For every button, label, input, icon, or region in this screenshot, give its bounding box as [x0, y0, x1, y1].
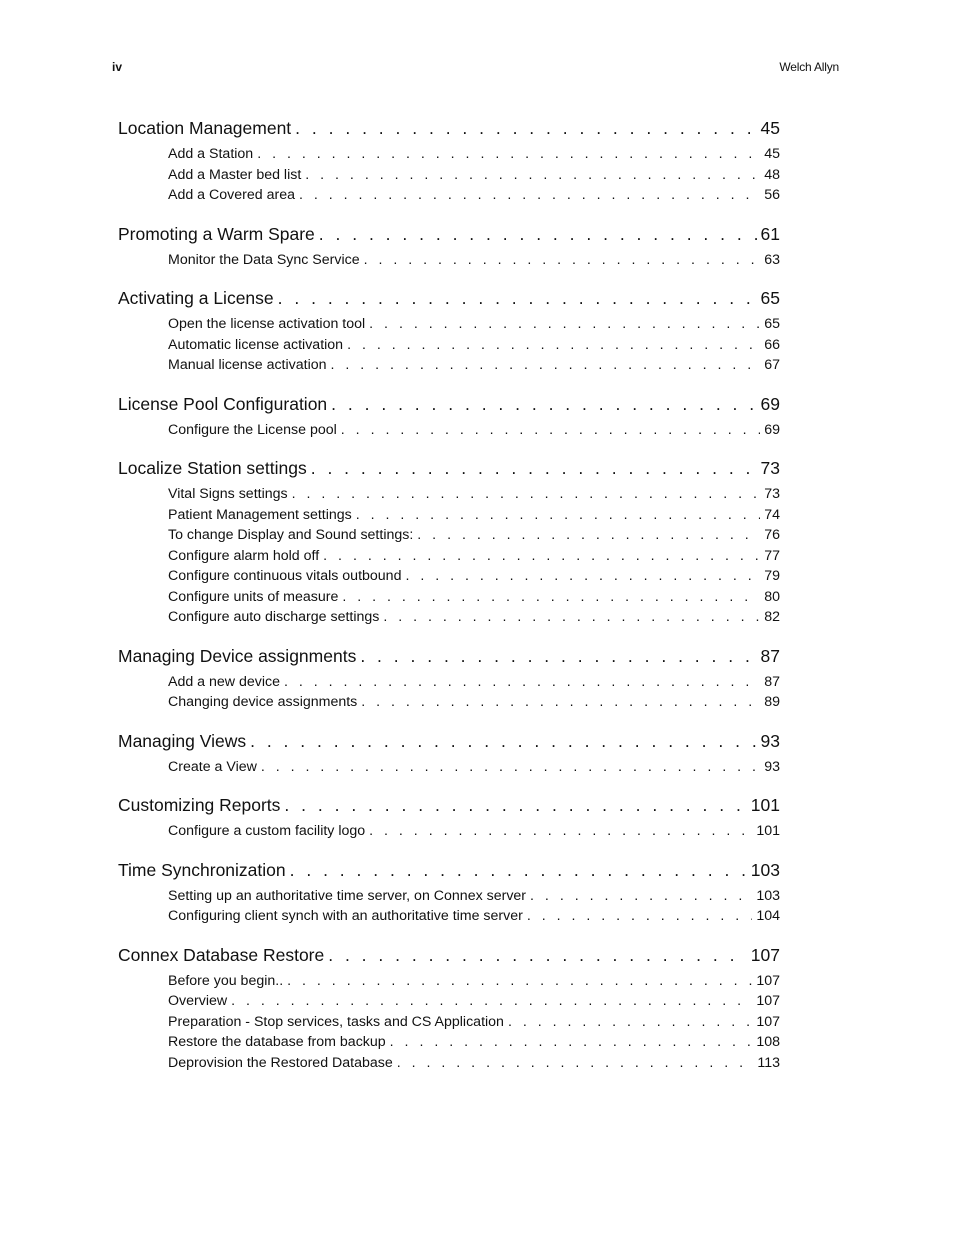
toc-subsection-entry[interactable] [118, 993, 780, 1014]
dot-leader [405, 568, 760, 584]
subsection-page-number: 93 [764, 758, 780, 775]
dot-leader [397, 1055, 754, 1071]
section-page-number: 61 [760, 223, 780, 244]
subsection-title: Add a Master bed list [168, 166, 302, 183]
toc-subsection-entry[interactable] [118, 146, 780, 167]
subsection-page-number: 82 [764, 609, 780, 625]
dot-leader [295, 118, 756, 139]
subsection-title: To change Display and Sound settings: [168, 527, 414, 543]
subsection-title: Configure the License pool [168, 421, 337, 438]
toc-subsection-entry[interactable] [118, 1014, 780, 1035]
subsection-page-number: 89 [764, 694, 780, 710]
toc-section-entry[interactable] [118, 288, 780, 316]
toc-section-entry[interactable] [118, 795, 780, 823]
toc-section-entry[interactable] [118, 860, 780, 888]
section-page-number: 73 [760, 458, 780, 478]
subsection-title: Changing device assignments [168, 694, 358, 710]
toc-subsection-entry[interactable] [118, 694, 780, 715]
toc-section-entry[interactable] [118, 945, 780, 973]
subsection-title: Patient Management settings [168, 506, 352, 523]
subsection-page-number: 56 [764, 187, 780, 203]
toc-subsection-entry[interactable] [118, 337, 780, 358]
toc-subsection-entry[interactable] [118, 548, 780, 569]
dot-leader [287, 973, 752, 989]
toc-section [118, 646, 780, 715]
subsection-page-number: 63 [764, 251, 780, 268]
dot-leader [290, 860, 747, 881]
subsection-page-number: 48 [764, 166, 780, 183]
dot-leader [284, 674, 760, 690]
toc-section-entry[interactable] [118, 118, 780, 146]
toc-section [118, 224, 780, 273]
dot-leader [360, 646, 756, 667]
dot-leader [328, 945, 747, 966]
page-header [112, 60, 839, 76]
subsection-title: Configuring client synch with an authoritative time server [168, 908, 523, 924]
toc-subsection-entry[interactable] [118, 589, 780, 610]
subsection-page-number: 77 [764, 547, 780, 564]
toc-subsection-entry[interactable] [118, 1055, 780, 1076]
subsection-title: Configure a custom facility logo [168, 823, 366, 839]
dot-leader [341, 422, 760, 438]
toc-section [118, 731, 780, 780]
dot-leader [390, 1034, 753, 1050]
dot-leader [278, 288, 757, 309]
section-page-number: 45 [760, 118, 780, 138]
subsection-title: Add a Station [168, 146, 254, 162]
section-page-number: 93 [760, 730, 780, 751]
subsection-page-number: 45 [764, 146, 780, 162]
toc-subsection-entry[interactable] [118, 568, 780, 589]
toc-section-entry[interactable] [118, 224, 780, 252]
subsection-title: Manual license activation [168, 357, 327, 373]
dot-leader [319, 224, 757, 245]
subsection-title: Vital Signs settings [168, 486, 288, 502]
toc-subsection-entry[interactable] [118, 908, 780, 929]
subsection-title: Configure continuous vitals outbound [168, 568, 402, 584]
subsection-title: Open the license activation tool [168, 316, 366, 332]
toc-subsection-entry[interactable] [118, 486, 780, 507]
subsection-page-number: 113 [757, 1054, 780, 1071]
page-number: iv [112, 60, 123, 74]
subsection-title: Overview [168, 993, 228, 1009]
subsection-page-number: 66 [764, 336, 780, 353]
toc-subsection-entry[interactable] [118, 823, 780, 844]
subsection-page-number: 108 [756, 1034, 780, 1050]
subsection-title: Add a Covered area [168, 187, 295, 203]
section-page-number: 69 [760, 393, 780, 414]
dot-leader [284, 795, 746, 816]
subsection-title: Preparation - Stop services, tasks and CS Application [168, 1013, 504, 1030]
toc-subsection-entry[interactable] [118, 674, 780, 695]
subsection-page-number: 101 [756, 823, 780, 839]
subsection-title: Create a View [168, 758, 257, 775]
dot-leader [356, 507, 760, 523]
subsection-title: Restore the database from backup [168, 1034, 386, 1050]
toc-section [118, 458, 780, 630]
section-title: License Pool Configuration [118, 393, 328, 414]
subsection-page-number: 107 [756, 993, 780, 1009]
toc-subsection-entry[interactable] [118, 527, 780, 548]
dot-leader [364, 252, 761, 268]
toc-subsection-entry[interactable] [118, 422, 780, 443]
subsection-page-number: 103 [756, 887, 780, 904]
toc-section [118, 795, 780, 844]
subsection-title: Add a new device [168, 673, 280, 690]
section-page-number: 101 [750, 795, 780, 815]
subsection-title: Monitor the Data Sync Service [168, 251, 360, 268]
dot-leader [417, 527, 760, 543]
subsection-title: Deprovision the Restored Database [168, 1054, 393, 1071]
dot-leader [305, 167, 760, 183]
dot-leader [261, 759, 760, 775]
toc-section [118, 118, 780, 208]
brand-name: Welch Allyn [779, 60, 839, 74]
subsection-title: Setting up an authoritative time server, on Connex server [168, 887, 527, 904]
subsection-page-number: 80 [764, 588, 780, 605]
dot-leader [527, 908, 752, 924]
toc-section [118, 394, 780, 443]
toc-section-entry[interactable] [118, 394, 780, 422]
dot-leader [369, 316, 760, 332]
dot-leader [311, 458, 757, 479]
subsection-page-number: 87 [764, 673, 780, 690]
toc-subsection-entry[interactable] [118, 759, 780, 780]
section-page-number: 103 [750, 859, 780, 880]
section-page-number: 107 [750, 944, 780, 965]
dot-leader [257, 146, 760, 162]
toc-section [118, 288, 780, 378]
dot-leader [323, 548, 760, 564]
toc-subsection-entry[interactable] [118, 252, 780, 273]
section-page-number: 65 [760, 288, 780, 308]
dot-leader [342, 589, 760, 605]
toc-subsection-entry[interactable] [118, 973, 780, 994]
dot-leader [292, 486, 761, 502]
dot-leader [250, 731, 756, 752]
toc-section-entry[interactable] [118, 646, 780, 674]
subsection-title: Configure units of measure [168, 588, 339, 605]
toc-section [118, 860, 780, 929]
dot-leader [369, 823, 752, 839]
subsection-page-number: 69 [764, 421, 780, 438]
subsection-page-number: 74 [764, 506, 780, 523]
toc-subsection-entry[interactable] [118, 609, 780, 630]
toc-section-entry[interactable] [118, 731, 780, 759]
dot-leader [508, 1014, 752, 1030]
dot-leader [347, 337, 760, 353]
toc-subsection-entry[interactable] [118, 1034, 780, 1055]
dot-leader [299, 187, 760, 203]
section-title: Promoting a Warm Spare [118, 223, 315, 244]
dot-leader [530, 888, 752, 904]
subsection-title: Before you begin.. [168, 972, 284, 989]
subsection-page-number: 107 [756, 972, 780, 989]
subsection-title: Configure alarm hold off [168, 547, 320, 564]
subsection-title: Automatic license activation [168, 336, 344, 353]
subsection-page-number: 104 [756, 908, 780, 924]
subsection-title: Configure auto discharge settings [168, 609, 380, 625]
subsection-page-number: 73 [764, 486, 780, 502]
toc-section [118, 945, 780, 1076]
subsection-page-number: 79 [764, 568, 780, 584]
toc-subsection-entry[interactable] [118, 357, 780, 378]
toc-subsection-entry[interactable] [118, 888, 780, 909]
toc-subsection-entry[interactable] [118, 187, 780, 208]
toc-subsection-entry[interactable] [118, 316, 780, 337]
section-title: Managing Views [118, 730, 247, 751]
section-title: Time Synchronization [118, 859, 286, 880]
toc-subsection-entry[interactable] [118, 507, 780, 528]
subsection-page-number: 65 [764, 316, 780, 332]
section-page-number: 87 [760, 645, 780, 666]
section-title: Activating a License [118, 288, 274, 308]
dot-leader [331, 357, 761, 373]
toc-section-entry[interactable] [118, 458, 780, 486]
subsection-page-number: 76 [764, 527, 780, 543]
section-title: Localize Station settings [118, 458, 307, 478]
subsection-page-number: 107 [756, 1013, 780, 1030]
section-title: Connex Database Restore [118, 944, 325, 965]
section-title: Location Management [118, 118, 292, 138]
dot-leader [361, 694, 760, 710]
toc-subsection-entry[interactable] [118, 167, 780, 188]
section-title: Managing Device assignments [118, 645, 357, 666]
dot-leader [231, 993, 752, 1009]
subsection-page-number: 67 [764, 357, 780, 373]
dot-leader [331, 394, 756, 415]
dot-leader [383, 609, 760, 625]
table-of-contents [118, 118, 780, 1091]
section-title: Customizing Reports [118, 795, 281, 815]
